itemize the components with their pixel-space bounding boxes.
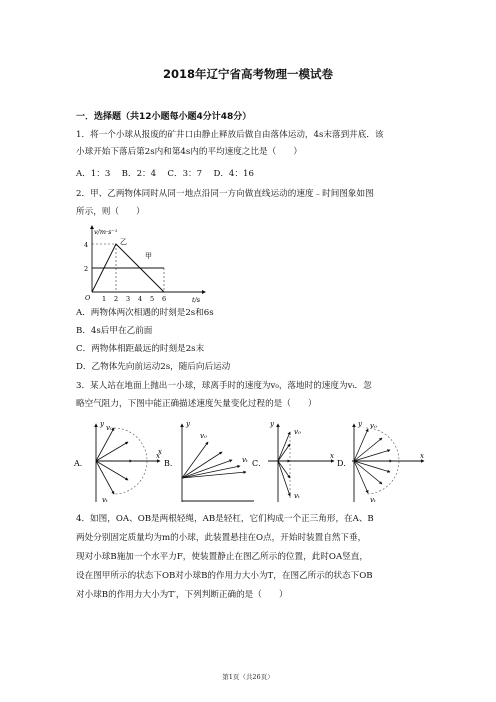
q4-line5: 对小球B的作用力大小为T′，下列判断正确的是（ ） — [76, 590, 288, 600]
diagram-a-vt: vₜ — [102, 496, 108, 504]
q4-line4: 设在图甲所示的状态下OB对小球B的作用力大小为T，在图乙所示的状态下OB — [76, 571, 373, 581]
label-jia: 甲 — [145, 252, 152, 260]
graph-origin: O — [85, 294, 91, 302]
diagram-a-label: A． — [74, 459, 88, 468]
diagram-c — [252, 420, 334, 502]
diagram-d-x: x — [420, 452, 424, 460]
q1-options: A．1：3 B．2：4 C．3：7 D．4：16 — [76, 169, 254, 179]
q4-line2: 两处分别固定质量均为m的小球，此装置悬挂在O点，开始时装置自然下垂， — [76, 533, 367, 543]
q2-option-c: C．两物体相距最远的时刻是2s末 — [76, 344, 205, 354]
x-tick-1: 1 — [102, 295, 107, 303]
diagram-b — [158, 420, 254, 502]
diagram-c-vt: vₜ — [294, 492, 300, 500]
q2-option-d: D．乙物体先向前运动2s，随后向后运动 — [76, 362, 231, 372]
q1-line1: 1．将一个小球从报废的矿井口由静止释放后做自由落体运动，4s末落到井底．该 — [76, 130, 384, 140]
graph-x-arrow — [202, 290, 206, 294]
graph-x-label: t/s — [192, 296, 201, 304]
page-title: 2018年辽宁省高考物理一模试卷 — [162, 67, 333, 81]
q2-option-a: A．两物体两次相遇的时刻是2s和6s — [76, 308, 214, 318]
section-heading: 一．选择题（共12小题每小题4分计48分） — [76, 112, 252, 122]
diagram-c-v0: v₀ — [294, 428, 301, 436]
y-tick-4: 4 — [84, 241, 89, 249]
page-footer: 第1页（共26页） — [222, 673, 274, 681]
diagram-d-label: D． — [337, 459, 352, 468]
diagram-a — [73, 420, 160, 504]
diagram-b-vt: vₜ — [242, 456, 248, 464]
q4-line3: 现对小球B施加一个水平力F，使装置静止在图乙所示的位置，此时OA竖直， — [76, 552, 368, 562]
x-tick-3: 3 — [126, 295, 131, 303]
diagram-b-y: y — [186, 420, 190, 428]
velocity-time-graph — [80, 224, 210, 304]
diagram-d-y: y — [358, 420, 362, 428]
diagram-b-v0: v₀ — [200, 432, 207, 440]
q3-line2: 略空气阻力，下图中能正确描述速度矢量变化过程的是（ ） — [76, 399, 317, 409]
diagram-a-x: x — [156, 452, 160, 460]
diagram-c-x: x — [330, 452, 334, 460]
diagram-a-v0: v₀ — [106, 424, 113, 432]
q2-line1: 2．甲、乙两物体同时从同一地点沿同一方向做直线运动的速度﹣时间图象如图 — [76, 189, 374, 199]
q2-line2: 所示，则（ ） — [76, 207, 145, 217]
q2-option-b: B．4s后甲在乙前面 — [76, 326, 153, 336]
graph-y-label: v/m·s⁻¹ — [94, 228, 118, 236]
diagram-c-label: C． — [252, 459, 267, 468]
q1-line2: 小球开始下落后第2s内和第4s内的平均速度之比是（ ） — [76, 147, 303, 157]
q3-line1: 3．某人站在地面上抛出一小球，球离手时的速度为v₀，落地时的速度为vₜ．忽 — [76, 381, 372, 391]
x-tick-2: 2 — [114, 295, 119, 303]
x-tick-6: 6 — [162, 295, 167, 303]
diagram-d-v0: v₀ — [370, 422, 377, 430]
diagram-a-y: y — [100, 420, 104, 428]
y-tick-2: 2 — [84, 265, 89, 273]
diagram-b-x: x — [158, 448, 162, 456]
q4-line1: 4．如图，OA、OB是两根轻绳，AB是轻杠，它们构成一个正三角形，在A、B — [76, 514, 374, 524]
label-yi: 乙 — [120, 238, 127, 246]
x-tick-5: 5 — [150, 295, 155, 303]
diagram-b-label: B． — [164, 459, 178, 468]
diagram-d-vt: vₜ — [370, 496, 376, 504]
x-tick-4: 4 — [138, 295, 143, 303]
diagram-c-y: y — [270, 420, 274, 428]
vector-diagrams — [72, 418, 432, 504]
diagram-d — [337, 420, 424, 504]
